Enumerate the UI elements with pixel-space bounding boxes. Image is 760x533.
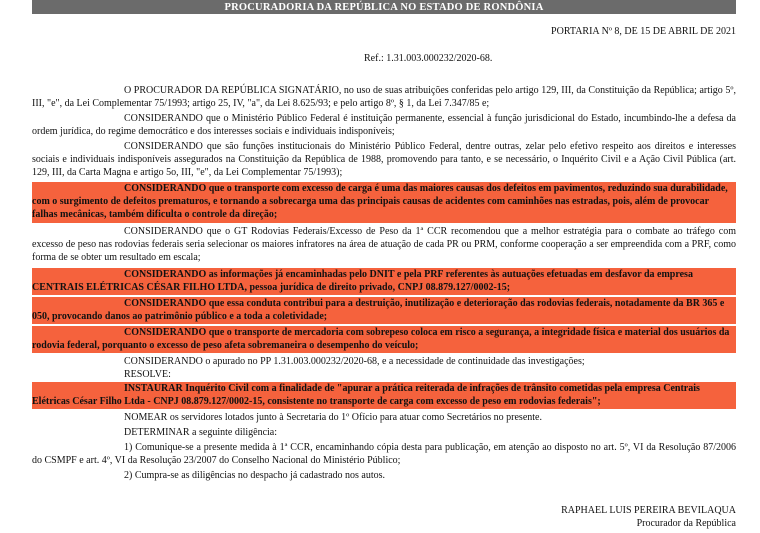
paragraph-pp-investigation: CONSIDERANDO o apurado no PP 1.31.003.000232/2020-68, e a necessidade de continuidade das investigações; bbox=[124, 356, 585, 367]
resolve-label: RESOLVE: bbox=[124, 369, 171, 380]
signature-name: RAPHAEL LUIS PEREIRA BEVILAQUA bbox=[561, 505, 736, 516]
signature-block bbox=[561, 504, 736, 530]
paragraph-diligence-2: 2) Cumpra-se as diligências no despacho já cadastrado nos autos. bbox=[124, 470, 386, 481]
highlight-road-damage: CONSIDERANDO que essa conduta contribui para a destruição, inutilização e deterioração das rodovias federais, notadamente da BR 365 e 050, provocando danos ao patrimônio público e a toda a coletividade; bbox=[32, 297, 736, 324]
paragraph-nomear: NOMEAR os servidores lotados junto à Secretaria do 1º Ofício para atuar como Secretários no presente. bbox=[124, 412, 542, 423]
paragraph-determinar: DETERMINAR a seguinte diligência: bbox=[124, 427, 278, 438]
highlight-safety-risk: CONSIDERANDO que o transporte de mercadoria com sobrepeso coloca em risco a segurança, a integridade física e material dos usuários da rodovia federal, porquanto o excesso de peso afeta sobremaneira o desempenho do veículo; bbox=[32, 326, 736, 353]
signature-role: Procurador da República bbox=[636, 518, 736, 529]
highlight-excess-load: CONSIDERANDO que o transporte com excesso de carga é uma das maiores causas dos defeitos em pavimentos, reduzindo sua durabilidade, com o surgimento de defeitos prematuros, e tornando a sobrecarga uma das principais causas de acidentes com caminhões nas estradas, pois, além de provocar falhas mecânicas, também dificulta o controle da direção; bbox=[32, 182, 736, 223]
paragraph-mpf-institution: CONSIDERANDO que o Ministério Público Federal é instituição permanente, essencial à função jurisdicional do Estado, incumbindo-lhe a defesa da ordem jurídica, do regime democrático e dos interesses sociais e individuais indisponíveis; bbox=[32, 113, 736, 138]
paragraph-diligence-1: 1) Comunique-se a presente medida à 1ª CCR, encaminhando cópia desta para publicação, em atenção ao disposto no art. 5º, VI da Resolução 87/2006 do CSMPF e art. 4º, VI da Resolução 23/2007 do Conselho Nacional do Ministério Público; bbox=[32, 442, 736, 467]
portaria-title: PORTARIA Nº 8, DE 15 DE ABRIL DE 2021 bbox=[551, 26, 736, 37]
paragraph-signatory: O PROCURADOR DA REPÚBLICA SIGNATÁRIO, no uso de suas atribuições conferidas pelo artigo 129, III, da Constituição da República; artigo 5º, III, "e", da Lei Complementar 75/1993; artigo 25, IV, "a", da Lei 8.625/93; e pelo artigo 8º, § 1, da Lei 7.347/85 e; bbox=[32, 85, 736, 110]
paragraph-gt-rodovias: CONSIDERANDO que o GT Rodovias Federais/Excesso de Peso da 1ª CCR recomendou que a melhor estratégia para o combate ao tráfego com excesso de peso nas rodovias federais seria selecionar os maiores infratores na área de atuação de cada PR ou PRM, conforme cooperação a ser empreendida com a PRF, como forma de se obter um resultado em escala; bbox=[32, 226, 736, 264]
document-header: PROCURADORIA DA REPÚBLICA NO ESTADO DE RONDÔNIA bbox=[32, 0, 736, 14]
reference-number: Ref.: 1.31.003.000232/2020-68. bbox=[364, 53, 493, 64]
highlight-dnit-prf: CONSIDERANDO as informações já encaminhadas pelo DNIT e pela PRF referentes às autuações efetuadas em desfavor da empresa CENTRAIS ELÉTRICAS CÉSAR FILHO LTDA, pessoa jurídica de direito privado, CNPJ 08.879.127/0002-15; bbox=[32, 268, 736, 295]
paragraph-institutional-functions: CONSIDERANDO que são funções institucionais do Ministério Público Federal, dentre outras, zelar pelo efetivo respeito aos direitos e interesses sociais e individuais indisponíveis assegurados na Constituição da República de 1988, promovendo para tanto, e se necessário, o Inquérito Civil e a Ação Civil Pública (art. 129, III, da Carta Magna e artigo 5o, III, "e", da Lei Complementar 75/1993); bbox=[32, 141, 736, 179]
highlight-instaurar-inquerito: INSTAURAR Inquérito Civil com a finalidade de "apurar a prática reiterada de infrações de trânsito cometidas pela empresa Centrais Elétricas César Filho Ltda - CNPJ 08.879.127/0002-15, consistente no transporte de carga com excesso de peso em rodovias federais"; bbox=[32, 382, 736, 409]
